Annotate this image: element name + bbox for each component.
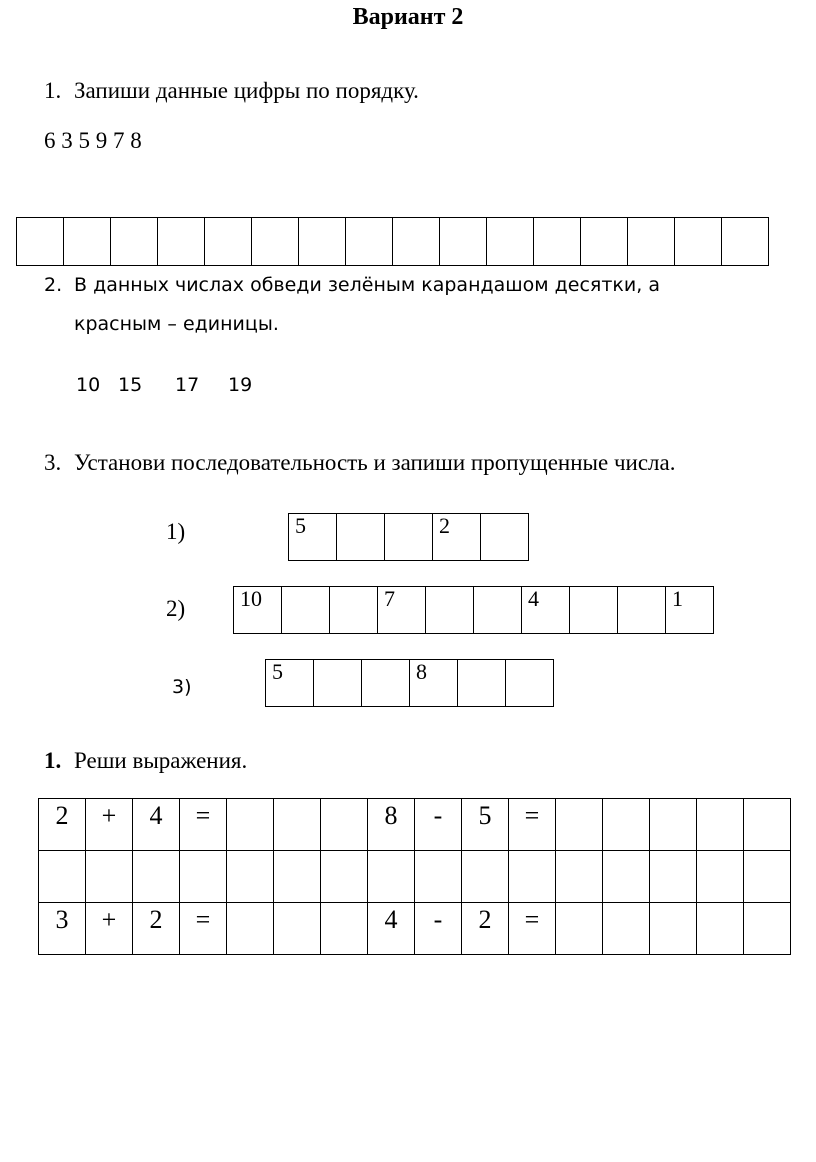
expressions-row [39,851,791,903]
answer-cell[interactable] [487,218,534,266]
sequence-cell: 5 [289,514,337,561]
number-15: 15 [118,374,143,396]
sequence-cell[interactable] [426,587,474,634]
expression-cell[interactable] [274,799,321,851]
sequence-cell[interactable] [481,514,529,561]
expression-cell[interactable] [274,903,321,955]
sequence-cell: 8 [410,660,458,707]
expressions-row [39,903,791,955]
expression-cell[interactable] [509,851,556,903]
expression-cell[interactable] [603,851,650,903]
expression-cell: 2 [39,799,86,851]
sequence-cell[interactable] [314,660,362,707]
question-1-number: 1. [44,78,62,103]
expression-cell[interactable] [744,851,791,903]
expression-cell[interactable] [39,851,86,903]
answer-cell[interactable] [299,218,346,266]
sequence-3-label: 3) [172,676,192,698]
answer-cell[interactable] [205,218,252,266]
sequence-cell[interactable] [474,587,522,634]
question-2-line-1 [44,274,660,296]
expression-cell[interactable] [697,851,744,903]
expression-cell: + [86,903,133,955]
sequence-cell: 4 [522,587,570,634]
sequence-3-row [266,660,554,707]
answer-cell[interactable] [675,218,722,266]
sequence-cell[interactable] [458,660,506,707]
sequence-1-grid [288,513,529,561]
sequence-cell[interactable] [506,660,554,707]
expression-cell: - [415,799,462,851]
expression-cell[interactable] [321,851,368,903]
question-3-number: 3. [44,450,62,475]
expression-cell: 8 [368,799,415,851]
sequence-1-label: 1) [166,519,186,544]
expression-cell[interactable] [86,851,133,903]
expression-cell: 4 [368,903,415,955]
expression-cell[interactable] [744,799,791,851]
answer-cell[interactable] [440,218,487,266]
expression-cell[interactable] [274,851,321,903]
expression-cell[interactable] [227,903,274,955]
page-title: Вариант 2 [352,4,464,30]
sequence-cell[interactable] [362,660,410,707]
number-10: 10 [76,374,101,396]
sequence-cell[interactable] [282,587,330,634]
expression-cell[interactable] [556,851,603,903]
sequence-3-grid [265,659,554,707]
sequence-cell: 2 [433,514,481,561]
answer-cell[interactable] [111,218,158,266]
answer-cell[interactable] [158,218,205,266]
sequence-cell[interactable] [330,587,378,634]
expression-cell: = [509,799,556,851]
expressions-table [38,798,791,955]
sequence-cell[interactable] [337,514,385,561]
expression-cell[interactable] [227,851,274,903]
expression-cell: 2 [462,903,509,955]
expression-cell[interactable] [556,903,603,955]
question-2-number: 2. [44,274,63,296]
expression-cell[interactable] [556,799,603,851]
question-2-text: В данных числах обведи зелёным карандашом десятки, а [74,274,660,296]
question-1-text: Запиши данные цифры по порядку. [74,78,419,103]
expression-cell[interactable] [650,851,697,903]
expression-cell: - [415,903,462,955]
expression-cell[interactable] [321,903,368,955]
sequence-2-grid [233,586,714,634]
expression-cell[interactable] [697,799,744,851]
sequence-cell: 7 [378,587,426,634]
answer-cell[interactable] [346,218,393,266]
answer-cell[interactable] [393,218,440,266]
question-1-digits: 6 3 5 9 7 8 [44,128,142,153]
question-4-text: Реши выражения. [74,748,248,773]
answer-cell[interactable] [628,218,675,266]
expression-cell[interactable] [697,903,744,955]
expression-cell[interactable] [603,903,650,955]
number-17: 17 [175,374,200,396]
expression-cell[interactable] [321,799,368,851]
answer-cell[interactable] [17,218,64,266]
question-3-text: Установи последовательность и запиши пропущенные числа. [74,450,676,475]
question-1 [44,78,419,104]
expression-cell: = [180,903,227,955]
expression-cell: + [86,799,133,851]
question-4-number: 1. [44,748,62,773]
sequence-1-row [289,514,529,561]
sequence-cell: 10 [234,587,282,634]
expression-cell[interactable] [650,799,697,851]
expression-cell[interactable] [744,903,791,955]
expression-cell: 4 [133,799,180,851]
expression-cell[interactable] [603,799,650,851]
sequence-2-label: 2) [166,596,186,621]
expression-cell: 2 [133,903,180,955]
expressions-row [39,799,791,851]
answer-grid-1 [16,217,769,266]
sequence-cell: 1 [666,587,714,634]
sequence-cell[interactable] [385,514,433,561]
question-4 [44,748,247,774]
expression-cell[interactable] [368,851,415,903]
expression-cell[interactable] [180,851,227,903]
question-2-line-2: красным – единицы. [74,313,279,335]
sequence-cell[interactable] [618,587,666,634]
answer-cell[interactable] [581,218,628,266]
expression-cell[interactable] [462,851,509,903]
sequence-2-row [234,587,714,634]
expression-cell: 5 [462,799,509,851]
expression-cell[interactable] [415,851,462,903]
sequence-cell: 5 [266,660,314,707]
expression-cell: = [180,799,227,851]
answer-cell[interactable] [722,218,769,266]
expression-cell[interactable] [650,903,697,955]
expression-cell: = [509,903,556,955]
sequence-cell[interactable] [570,587,618,634]
expression-cell: 3 [39,903,86,955]
answer-cell[interactable] [252,218,299,266]
question-3 [44,450,675,476]
answer-cell[interactable] [64,218,111,266]
answer-grid-1-row [17,218,769,266]
answer-cell[interactable] [534,218,581,266]
number-19: 19 [228,374,253,396]
expression-cell[interactable] [227,799,274,851]
expression-cell[interactable] [133,851,180,903]
